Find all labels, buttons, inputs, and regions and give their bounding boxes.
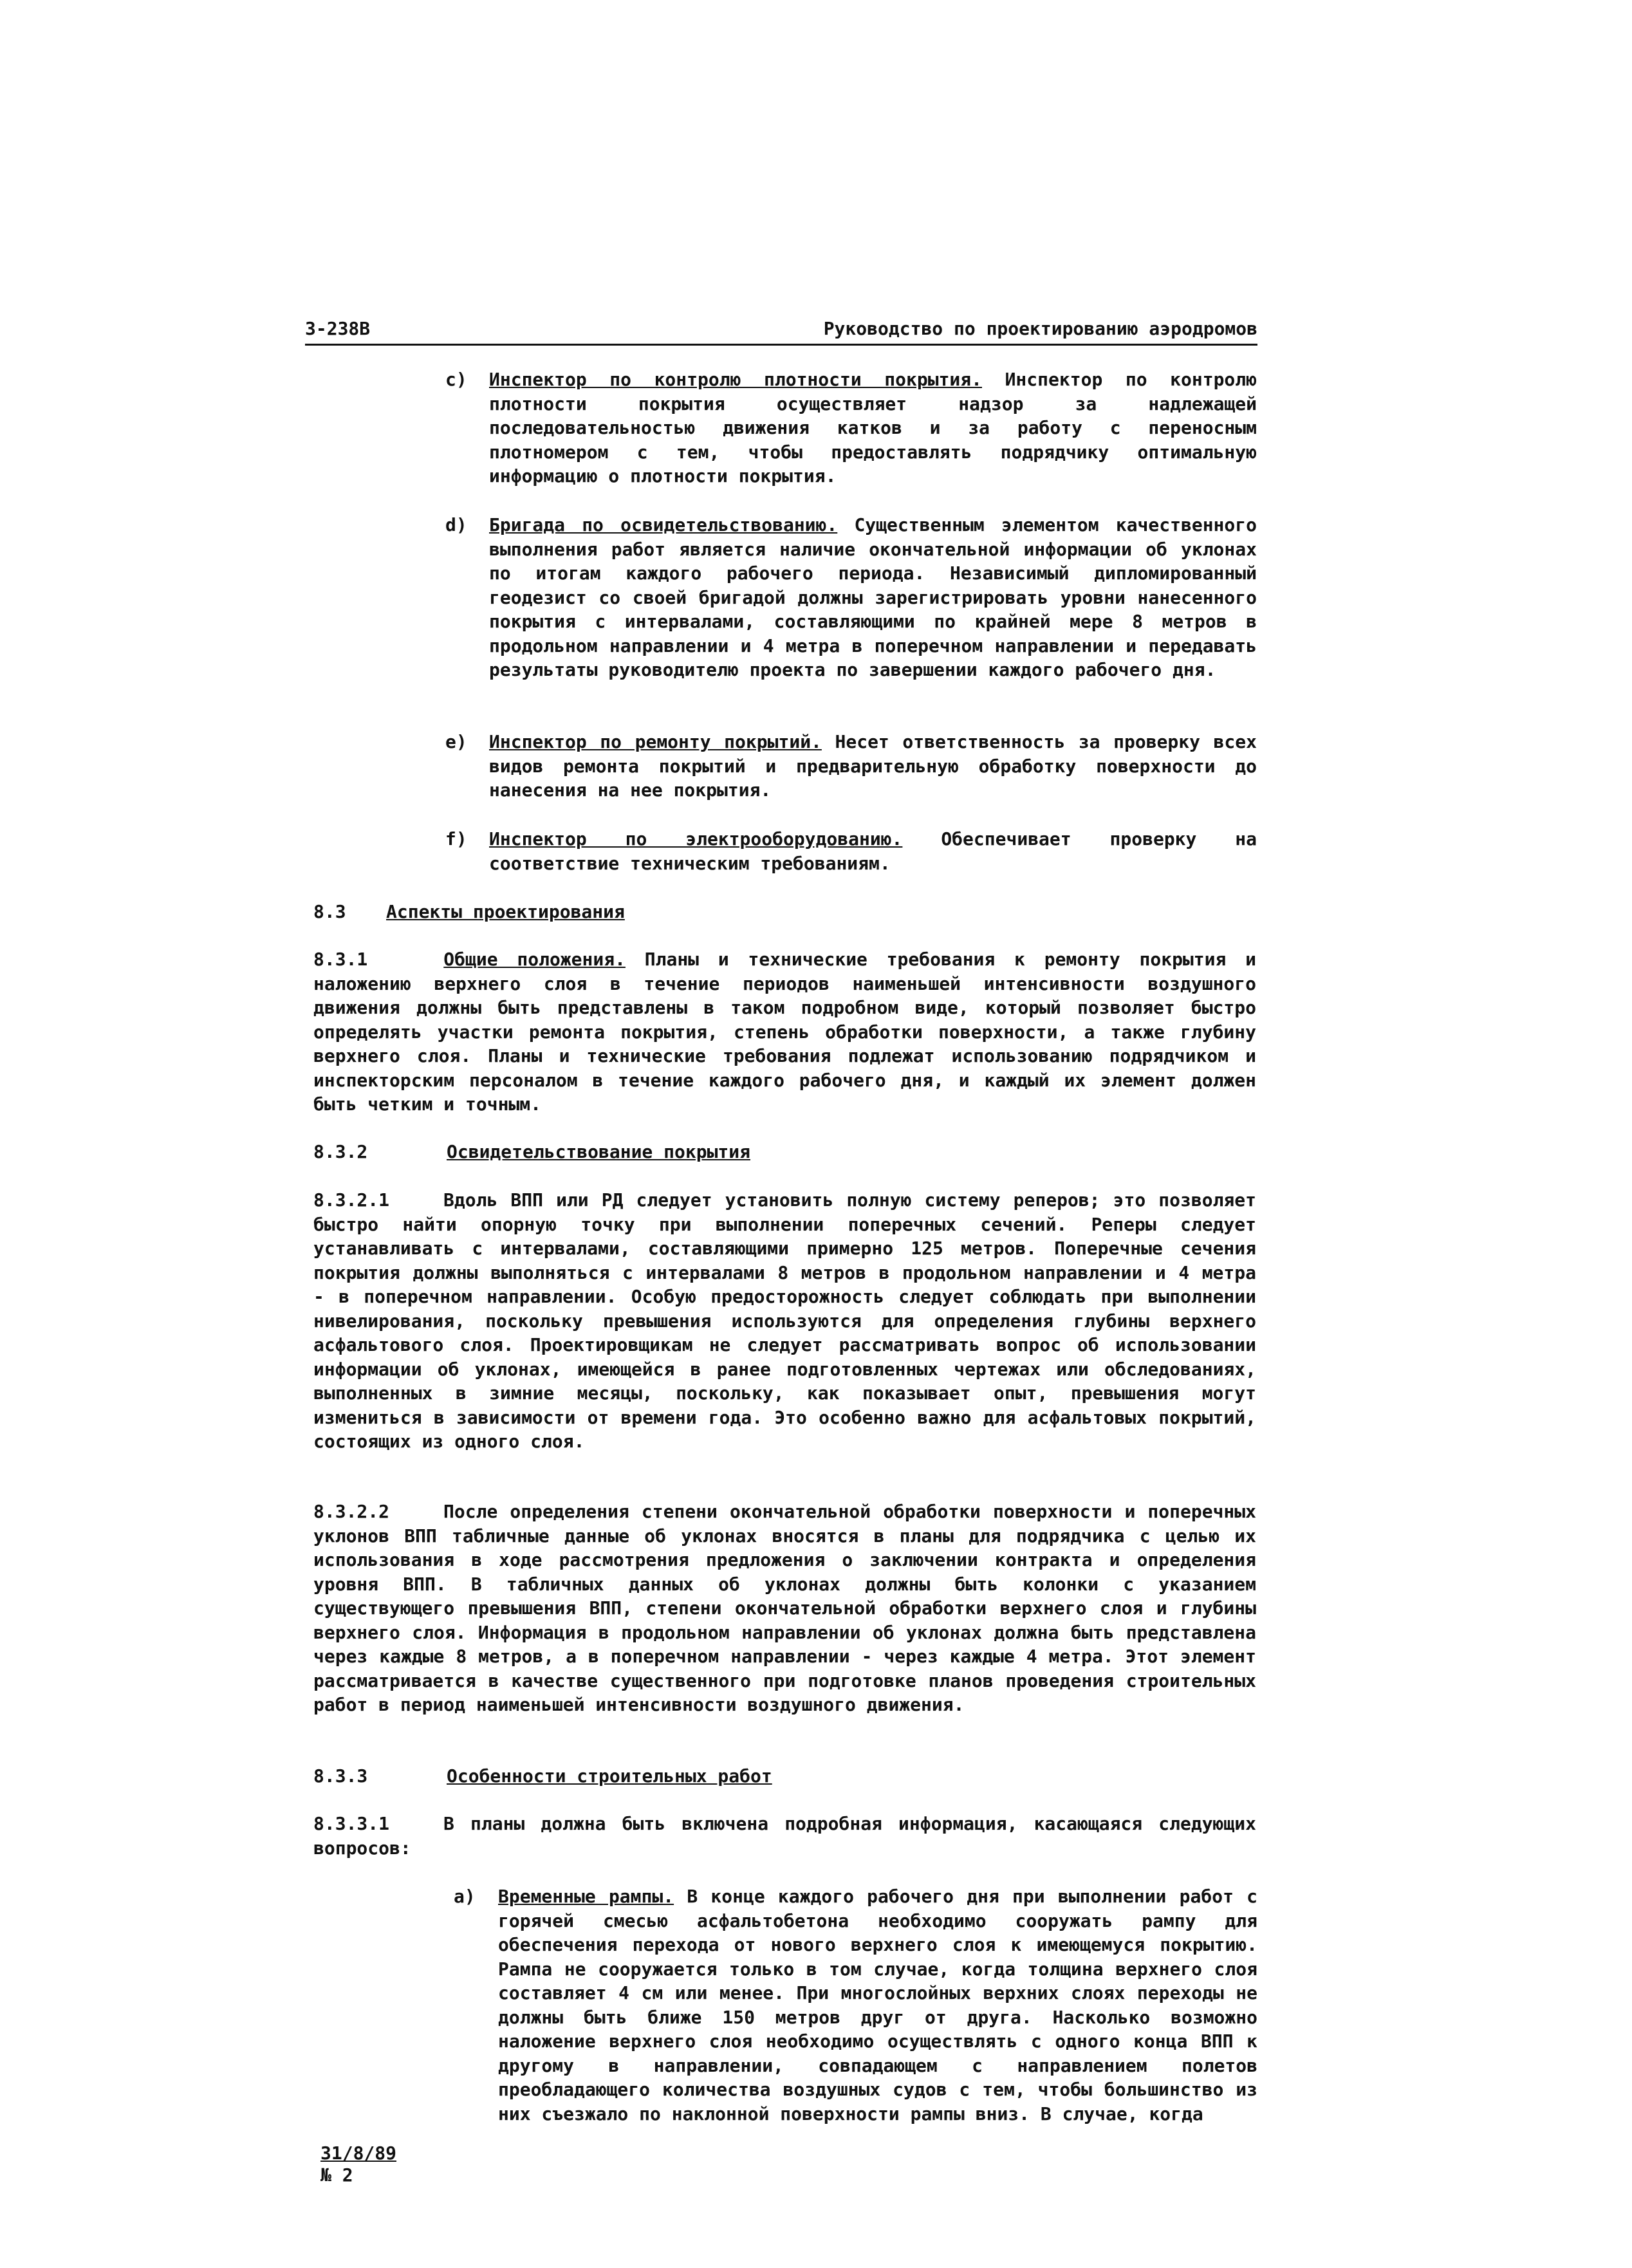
role-text-e: Несет ответственность за проверку всех видов ремонта покрытий и предварительную обработку поверхности до нанесения на нее покрытия.	[489, 731, 1257, 801]
section-title: Аспекты проектирования	[386, 901, 625, 922]
item-a-title: Временные рампы.	[498, 1886, 674, 1907]
subsection-number: 8.3.2	[313, 1141, 368, 1162]
list-label-a: a)	[454, 1886, 476, 1907]
role-item-e	[489, 730, 1257, 803]
subsection-number: 8.3.3	[313, 1765, 368, 1787]
role-text-f: Обеспечивает проверку на соответствие техническим требованиям.	[489, 828, 1257, 874]
item-a	[498, 1884, 1257, 2126]
page-footer	[320, 2143, 396, 2186]
role-title-e: Инспектор по ремонту покрытий.	[489, 731, 822, 752]
paragraph-title: Общие положения.	[443, 949, 626, 970]
section-number: 8.3	[313, 901, 346, 922]
item-a-text: В конце каждого рабочего дня при выполнении работ с горячей смесью асфальтобетона необходимо сооружать рампу для обеспечения перехода от нового верхнего слоя к имеющемуся покрытию. Рампа не сооружается только в том случае, когда толщина верхнего слоя составляет 4 см или менее. При многослойных верхних слоях переходы не должны быть ближе 150 метров друг от друга. Насколько возможно наложение верхнего слоя необходимо осуществлять с одного конца ВПП к другому в направлении, совпадающем с направлением полетов преобладающего количества воздушных судов с тем, чтобы большинство из них съезжало по наклонной поверхности рампы вниз. В случае, когда	[498, 1886, 1258, 2124]
list-label-d: d)	[445, 514, 467, 535]
paragraph-8-3-3-1	[313, 1812, 1256, 1860]
role-title-c: Инспектор по контролю плотности покрытия.	[489, 369, 982, 390]
paragraph-8-3-2-2	[313, 1500, 1256, 1717]
paragraph-8-3-1	[313, 947, 1256, 1117]
paragraph-text: В планы должна быть включена подробная информация, касающаяся следующих вопросов:	[313, 1813, 1256, 1859]
subsection-title: Особенности строительных работ	[447, 1765, 772, 1787]
role-text-d: Существенным элементом качественного выполнения работ является наличие окончательной информации об уклонах по итогам каждого рабочего периода. Независимый дипломированный геодезист со своей бригадой должны зарегистрировать уровни нанесенного покрытия с интервалами, составляющими по крайней мере 8 метров в продольном направлении и 4 метра в поперечном направлении и передавать результаты руководителю проекта по завершении каждого рабочего дня.	[489, 514, 1257, 680]
role-item-d	[489, 513, 1257, 682]
document-number: 3-238В	[305, 318, 371, 339]
list-label-e: e)	[445, 731, 467, 752]
paragraph-number: 8.3.2.1	[313, 1189, 390, 1211]
role-title-d: Бригада по освидетельствованию.	[489, 514, 838, 535]
paragraph-text: После определения степени окончательной обработки поверхности и поперечных уклонов ВПП табличные данные об уклонах вносятся в планы для подрядчика с целью их использования в ходе рассмотрения предложения о заключении контракта и определения уровня ВПП. В табличных данных об уклонах должны быть колонки с указанием существующего превышения ВПП, степени окончательной обработки верхнего слоя и глубины верхнего слоя. Информация в продольном направлении об уклонах должна быть представлена через каждые 8 метров, а в поперечном направлении - через каждые 4 метра. Этот элемент рассматривается в качестве существенного при подготовке планов проведения строительных работ в период наименьшей интенсивности воздушного движения.	[313, 1501, 1256, 1715]
footer-date: 31/8/89	[320, 2143, 397, 2164]
paragraph-text: Вдоль ВПП или РД следует установить полную систему реперов; это позволяет быстро найти опорную точку при выполнении поперечных сечений. Реперы следует устанавливать с интервалами, составляющими примерно 125 метров. Поперечные сечения покрытия должны выполняться с интервалами 8 метров в продольном направлении и 4 метра - в поперечном направлении. Особую предосторожность следует соблюдать при выполнении нивелирования, поскольку превышения используются для определения глубины верхнего асфальтового слоя. Проектировщикам не следует рассматривать вопрос об использовании информации об уклонах, имеющейся в ранее подготовленных чертежах или обследованиях, выполненных в зимние месяцы, поскольку, как показывает опыт, превышения могут измениться в зависимости от времени года. Это особенно важно для асфальтовых покрытий, состоящих из одного слоя.	[313, 1189, 1256, 1452]
paragraph-number: 8.3.1	[313, 949, 368, 970]
footer-amendment: № 2	[320, 2164, 353, 2186]
paragraph-number: 8.3.3.1	[313, 1813, 390, 1834]
paragraph-number: 8.3.2.2	[313, 1501, 390, 1522]
role-item-c	[489, 367, 1257, 488]
paragraph-8-3-2-1	[313, 1188, 1256, 1454]
role-item-f	[489, 827, 1257, 875]
paragraph-text: Планы и технические требования к ремонту покрытия и наложению верхнего слоя в течение периодов наименьшей интенсивности воздушного движения должны быть представлены в таком подробном виде, который позволяет быстро определять участки ремонта покрытия, степень обработки поверхности, а также глубину верхнего слоя. Планы и технические требования подлежат использованию подрядчиком и инспекторским персоналом в течение каждого рабочего дня, и каждый их элемент должен быть четким и точным.	[313, 949, 1257, 1115]
list-label-c: c)	[445, 369, 467, 390]
subsection-title: Освидетельствование покрытия	[447, 1141, 751, 1162]
role-title-f: Инспектор по электрооборудованию.	[489, 828, 903, 850]
role-text-c: Инспектор по контролю плотности покрытия осуществляет надзор за надлежащей последовательностью движения катков и за работу с переносным плотномером с тем, чтобы предоставлять подрядчику оптимальную информацию о плотности покрытия.	[489, 369, 1257, 487]
list-label-f: f)	[445, 828, 467, 850]
document-title: Руководство по проектированию аэродромов	[823, 318, 1257, 339]
page-header	[305, 317, 1257, 346]
